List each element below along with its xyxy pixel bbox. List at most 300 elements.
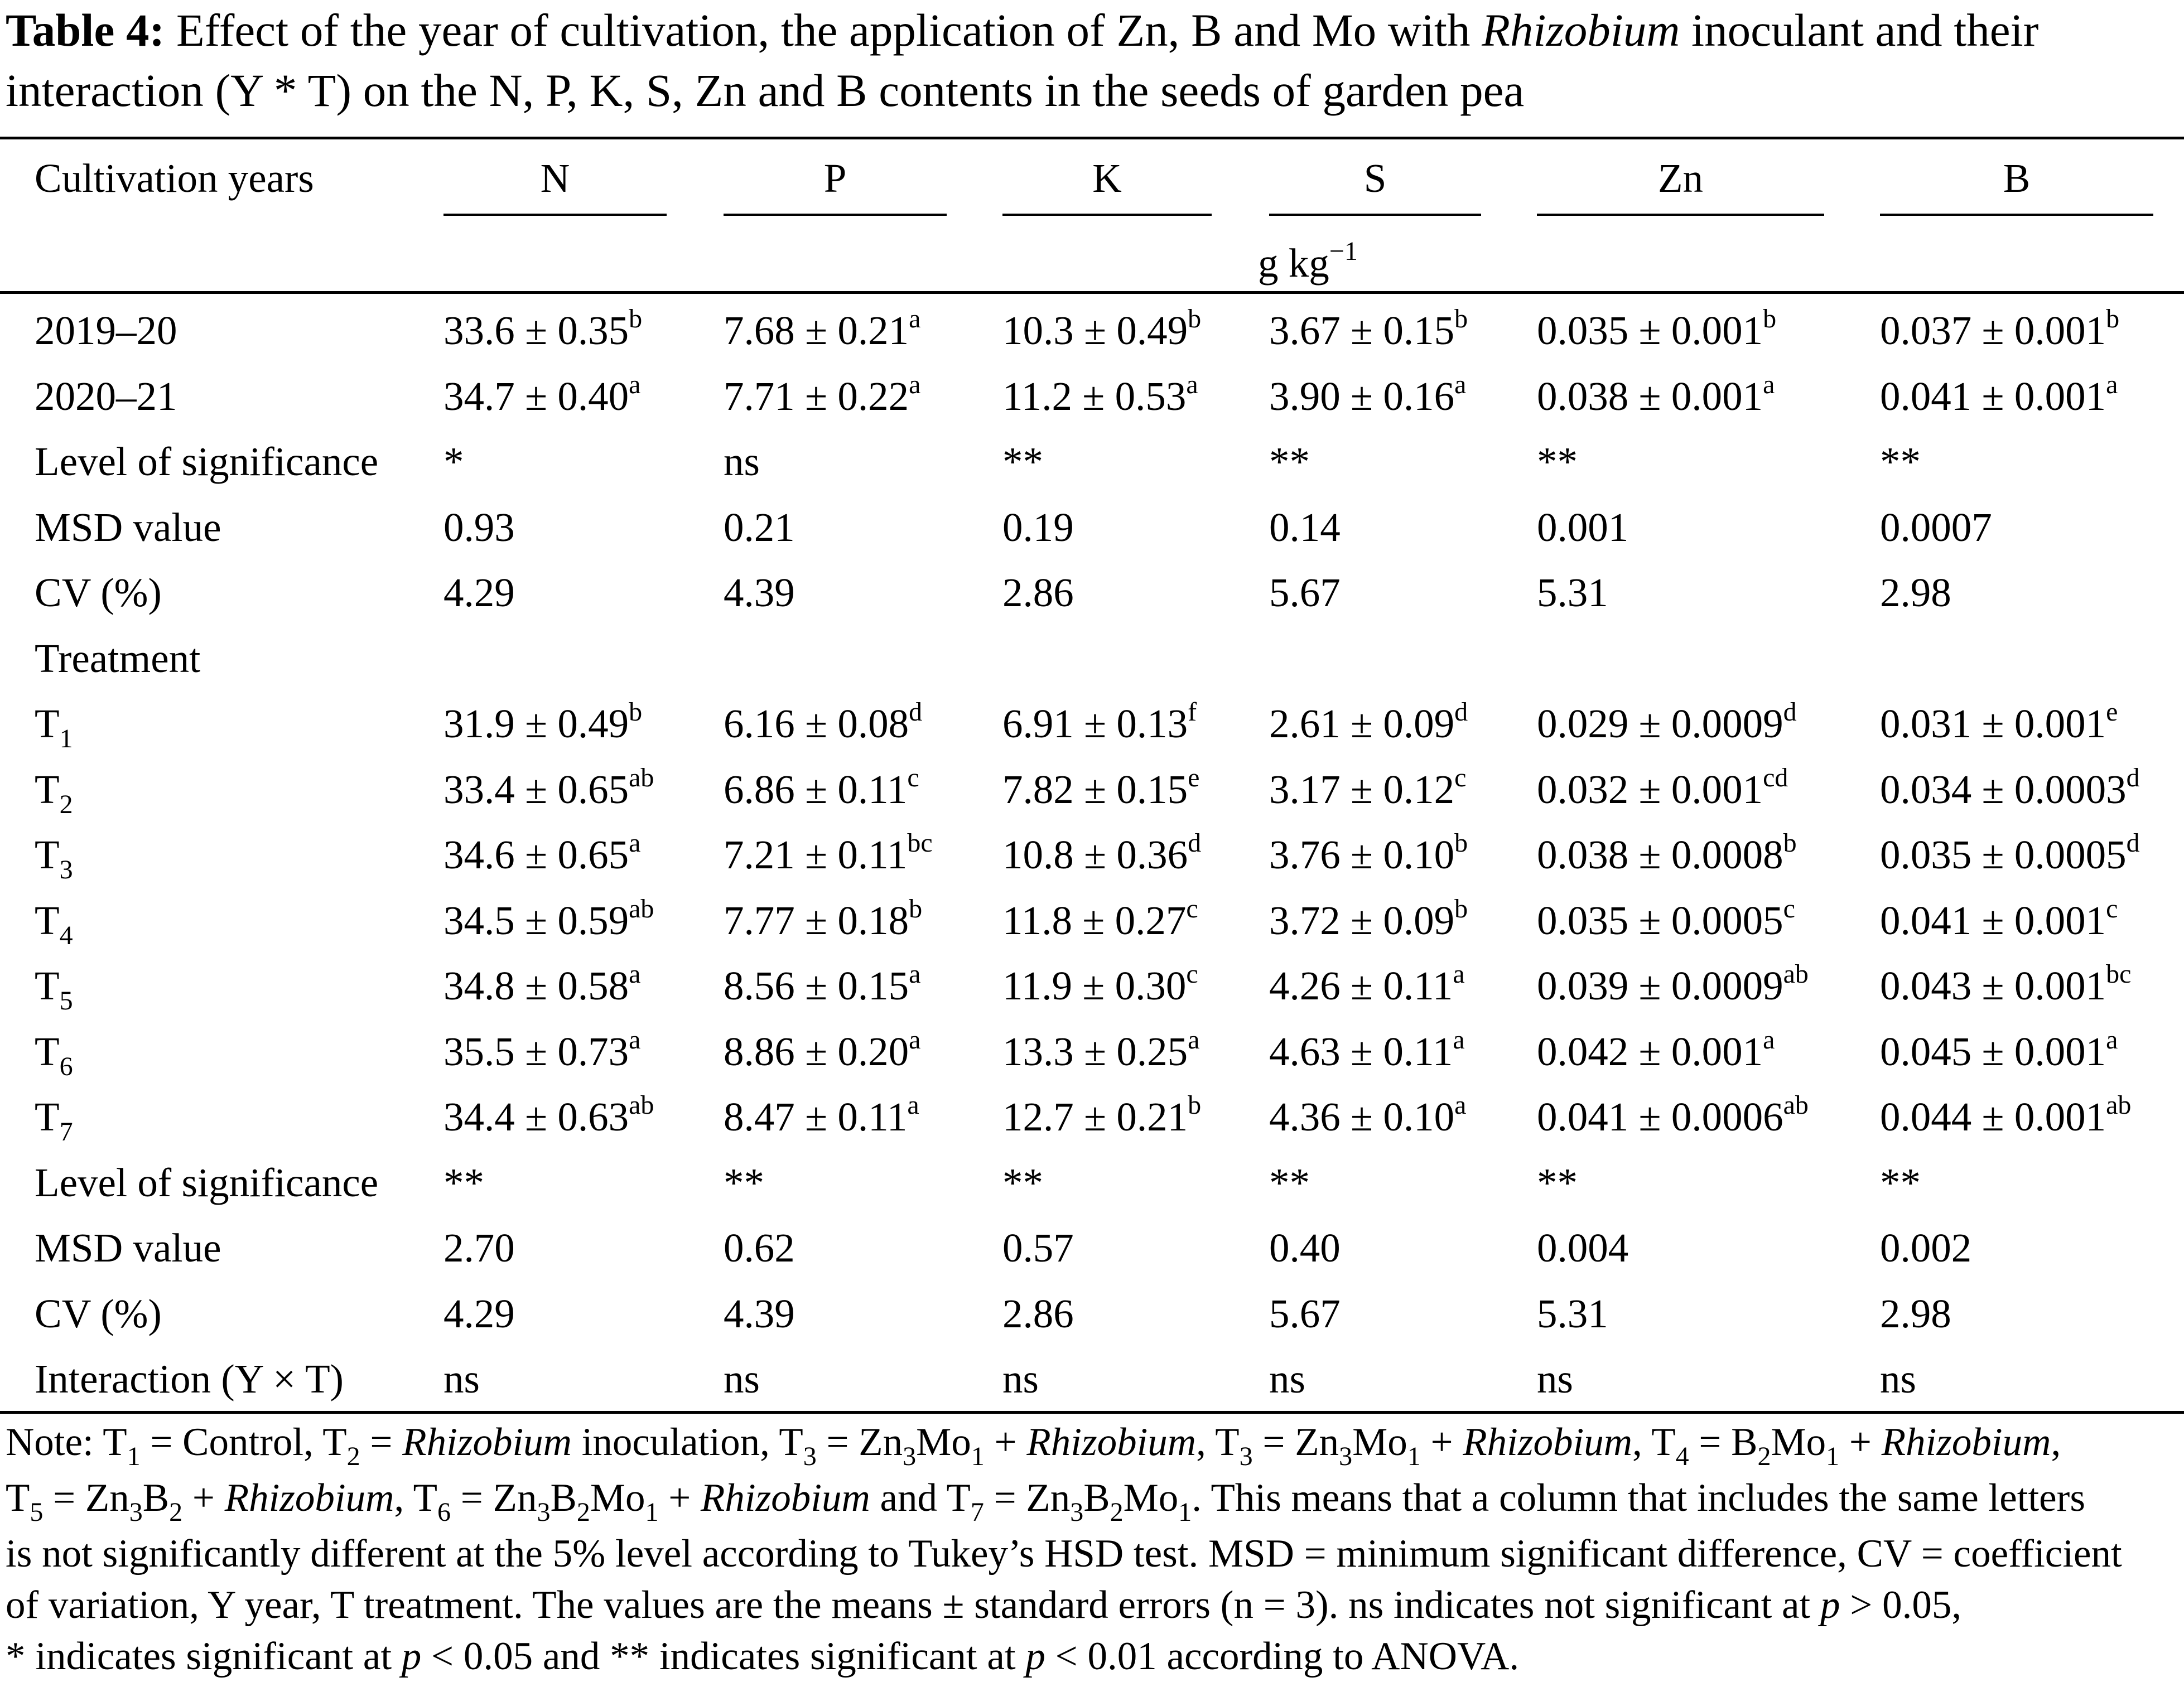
table-cell <box>443 697 643 751</box>
cell-value: 3.72 ± 0.09 <box>1269 898 1455 943</box>
cell-value: ns <box>724 439 760 484</box>
cell-value: 34.5 ± 0.59 <box>443 898 629 943</box>
cell-value: 0.041 ± 0.001 <box>1880 374 2106 419</box>
cell-value: 0.14 <box>1269 505 1341 550</box>
note-text: Note: T <box>6 1420 127 1464</box>
table-cell <box>443 439 464 484</box>
significance-letter: f <box>1188 697 1197 727</box>
cell-value: 7.82 ± 0.15 <box>1002 767 1188 812</box>
table-cell <box>1537 571 1608 615</box>
note-text: = Control, T <box>140 1420 347 1464</box>
note-subscript: 2 <box>1757 1442 1771 1471</box>
cell-value: 0.041 ± 0.001 <box>1880 898 2106 943</box>
table-cell <box>1880 439 1921 484</box>
note-text: , T <box>1196 1420 1240 1464</box>
table-cell <box>1880 828 2140 882</box>
note-text: + <box>658 1476 701 1520</box>
significance-letter: b <box>1783 828 1797 858</box>
cell-value: 4.39 <box>724 570 795 615</box>
table-cell <box>443 1226 515 1270</box>
table-cell <box>1880 1292 1951 1336</box>
top-rule <box>0 137 2184 139</box>
table-cell <box>1002 763 1200 817</box>
table-cell <box>724 1090 919 1144</box>
note-text: , T <box>394 1476 438 1520</box>
cell-value: 0.044 ± 0.001 <box>1880 1094 2106 1139</box>
table-cell <box>1537 1161 1578 1205</box>
cell-value: 12.7 ± 0.21 <box>1002 1094 1188 1139</box>
cell-value: ** <box>1880 439 1921 484</box>
note-text: > 0.05, <box>1840 1583 1962 1627</box>
note-line <box>6 1417 2178 1472</box>
note-text: . This means that a column that includes the same letters <box>1192 1476 2085 1520</box>
note-text: = Zn <box>43 1476 129 1520</box>
table-cell <box>1002 1357 1039 1401</box>
table-cell <box>1880 763 2140 817</box>
cell-value: 0.039 ± 0.0009 <box>1537 963 1783 1008</box>
significance-letter: a <box>1763 1025 1775 1055</box>
table-cell <box>1537 959 1809 1013</box>
significance-letter: a <box>1763 370 1775 399</box>
table-cell <box>1880 1357 1916 1401</box>
note-text: * indicates significant at <box>6 1635 402 1678</box>
row-label-text: Interaction (Y × T) <box>35 1356 344 1401</box>
cell-value: 0.035 ± 0.001 <box>1537 308 1763 353</box>
cell-value: ** <box>1269 439 1310 484</box>
table-cell <box>443 959 641 1013</box>
significance-letter: a <box>907 1090 919 1120</box>
table-cell <box>724 1025 921 1079</box>
unit-main: g kg <box>1258 240 1329 286</box>
cell-value: 34.8 ± 0.58 <box>443 963 629 1008</box>
row-label <box>35 636 200 681</box>
significance-letter: ab <box>2106 1090 2132 1120</box>
significance-letter: b <box>629 697 643 727</box>
unit-exponent: −1 <box>1329 236 1358 266</box>
note-subscript: 1 <box>971 1442 985 1471</box>
cell-value: 0.031 ± 0.001 <box>1880 701 2106 746</box>
note-subscript: 2 <box>576 1497 590 1527</box>
caption-text-1: Effect of the year of cultivation, the application of Zn, B and Mo with <box>165 4 1482 56</box>
table-cell <box>1880 697 2118 751</box>
note-italic: Rhizobium <box>402 1420 572 1464</box>
significance-letter: c <box>907 763 919 792</box>
note-subscript: 4 <box>1675 1442 1689 1471</box>
note-subscript: 6 <box>437 1497 451 1527</box>
row-label-text: Treatment <box>35 636 201 681</box>
significance-letter: a <box>1454 1090 1467 1120</box>
note-text: B <box>550 1476 577 1520</box>
table-cell <box>1537 1090 1809 1144</box>
row-label <box>35 833 73 882</box>
table-cell <box>443 1161 484 1205</box>
significance-letter: ab <box>629 1090 654 1120</box>
note-text: T <box>6 1476 30 1520</box>
cell-value: 3.76 ± 0.10 <box>1269 832 1455 877</box>
note-text: < 0.05 and ** indicates significant at <box>421 1635 1026 1678</box>
cell-value: 0.029 ± 0.0009 <box>1537 701 1783 746</box>
table-cell <box>1002 1292 1074 1336</box>
cell-value: 4.26 ± 0.11 <box>1269 963 1453 1008</box>
table-cell <box>724 1161 764 1205</box>
cell-value: ** <box>724 1160 764 1205</box>
cell-value: 0.038 ± 0.001 <box>1537 374 1763 419</box>
note-subscript: 3 <box>1239 1442 1253 1471</box>
significance-letter: a <box>629 370 641 399</box>
table-cell <box>1880 571 1951 615</box>
table-cell <box>1269 1357 1305 1401</box>
row-label-text: MSD value <box>35 505 221 550</box>
significance-letter: c <box>1186 959 1198 989</box>
row-label <box>35 702 73 751</box>
cell-value: 0.035 ± 0.0005 <box>1880 832 2127 877</box>
table-cell <box>443 505 515 550</box>
row-label-subscript: 2 <box>59 790 73 819</box>
cell-value: 0.045 ± 0.001 <box>1880 1029 2106 1074</box>
significance-letter: c <box>1454 763 1467 792</box>
table-cell <box>1269 571 1341 615</box>
header-underline-k <box>1002 214 1212 216</box>
row-label-text: CV (%) <box>35 1291 162 1336</box>
cell-value: 3.90 ± 0.16 <box>1269 374 1455 419</box>
table-cell <box>1880 1226 1971 1270</box>
table-cell <box>724 571 795 615</box>
table-cell <box>443 370 641 424</box>
table-cell <box>724 439 760 484</box>
significance-letter: bc <box>907 828 933 858</box>
note-text: Mo <box>916 1420 971 1464</box>
significance-letter: bc <box>2106 959 2132 989</box>
cell-value: ns <box>1537 1356 1573 1401</box>
row-label <box>35 308 177 353</box>
cell-value: 7.21 ± 0.11 <box>724 832 908 877</box>
cell-value: ** <box>1002 439 1043 484</box>
table-cell <box>1002 894 1198 948</box>
caption-label: Table 4: <box>6 4 165 56</box>
cell-value: 0.93 <box>443 505 515 550</box>
cell-value: 31.9 ± 0.49 <box>443 701 629 746</box>
row-label-text: T <box>35 898 60 943</box>
cell-value: 13.3 ± 0.25 <box>1002 1029 1188 1074</box>
table-cell <box>724 828 933 882</box>
table-cell <box>1269 763 1467 817</box>
table-cell <box>1002 697 1197 751</box>
note-subscript: 1 <box>1407 1442 1421 1471</box>
significance-letter: d <box>909 697 923 727</box>
significance-letter: b <box>2106 304 2120 334</box>
table-cell <box>1002 1090 1202 1144</box>
row-label-text: T <box>35 701 60 746</box>
row-label-subscript: 1 <box>59 724 73 753</box>
table-cell <box>1002 304 1202 358</box>
significance-letter: a <box>629 959 641 989</box>
significance-letter: a <box>2106 370 2118 399</box>
table-cell <box>1537 1025 1775 1079</box>
significance-letter: a <box>909 959 921 989</box>
note-subscript: 3 <box>1070 1497 1084 1527</box>
table-cell <box>1880 1090 2132 1144</box>
header-col-zn: Zn <box>1657 156 1704 201</box>
cell-value: 5.31 <box>1537 570 1608 615</box>
table-cell <box>1002 1226 1074 1270</box>
note-subscript: 1 <box>645 1497 659 1527</box>
significance-letter: cd <box>1763 763 1788 792</box>
cell-value: 4.39 <box>724 1291 795 1336</box>
table-cell <box>1537 1357 1573 1401</box>
row-label <box>35 1161 378 1205</box>
note-line <box>6 1579 2178 1631</box>
note-subscript: 3 <box>903 1442 917 1471</box>
note-subscript: 1 <box>1826 1442 1840 1471</box>
header-col-b: B <box>2003 156 2031 201</box>
table-cell <box>724 763 919 817</box>
table-cell <box>1002 1161 1043 1205</box>
table-cell <box>1002 828 1202 882</box>
cell-value: 2.86 <box>1002 570 1074 615</box>
table-cell <box>1537 1292 1608 1336</box>
table-cell <box>1537 370 1775 424</box>
cell-value: ** <box>1537 1160 1578 1205</box>
row-label-subscript: 3 <box>59 855 73 884</box>
row-label-text: 2019–20 <box>35 308 177 353</box>
note-text: and T <box>870 1476 971 1520</box>
significance-letter: b <box>1454 828 1468 858</box>
row-label <box>35 1094 73 1147</box>
cell-value: 0.038 ± 0.0008 <box>1537 832 1783 877</box>
table-cell <box>724 1357 760 1401</box>
cell-value: 7.77 ± 0.18 <box>724 898 909 943</box>
row-label-text: Level of significance <box>35 1160 379 1205</box>
cell-value: 34.7 ± 0.40 <box>443 374 629 419</box>
table-cell <box>443 1357 480 1401</box>
row-label <box>35 439 378 484</box>
row-label-subscript: 5 <box>59 986 73 1016</box>
note-italic: Rhizobium <box>701 1476 870 1520</box>
table-cell <box>443 1025 641 1079</box>
table-cell <box>1269 697 1468 751</box>
table-note <box>6 1417 2178 1682</box>
table-cell <box>1269 894 1468 948</box>
note-text: = B <box>1689 1420 1758 1464</box>
significance-letter: ab <box>629 894 654 924</box>
significance-letter: b <box>1454 304 1468 334</box>
note-text: of variation, Y year, T treatment. The values are the means ± standard errors (n = 3). ns indicates not significant at <box>6 1583 1821 1627</box>
cell-value: 33.4 ± 0.65 <box>443 767 629 812</box>
cell-value: 10.8 ± 0.36 <box>1002 832 1188 877</box>
cell-value: 6.86 ± 0.11 <box>724 767 908 812</box>
significance-letter: b <box>1188 304 1202 334</box>
table-cell <box>1269 1161 1310 1205</box>
note-italic: p <box>1025 1635 1045 1678</box>
cell-value: 5.67 <box>1269 570 1341 615</box>
cell-value: 35.5 ± 0.73 <box>443 1029 629 1074</box>
table-cell <box>724 1226 795 1270</box>
table-cell <box>443 571 515 615</box>
significance-letter: ab <box>1783 959 1809 989</box>
row-label-text: T <box>35 1029 60 1074</box>
table-cell <box>1002 370 1198 424</box>
table-cell <box>1537 763 1788 817</box>
note-italic: Rhizobium <box>1026 1420 1197 1464</box>
cell-value: 11.8 ± 0.27 <box>1002 898 1187 943</box>
note-text: = Zn <box>816 1420 903 1464</box>
cell-value: ns <box>1880 1356 1916 1401</box>
table-cell <box>443 828 641 882</box>
note-text: = Zn <box>451 1476 537 1520</box>
cell-value: * <box>443 439 464 484</box>
row-label-text: MSD value <box>35 1225 221 1270</box>
cell-value: 34.4 ± 0.63 <box>443 1094 629 1139</box>
significance-letter: a <box>2106 1025 2118 1055</box>
table-cell <box>1269 959 1465 1013</box>
significance-letter: a <box>909 370 921 399</box>
significance-letter: d <box>1783 697 1797 727</box>
cell-value: ns <box>443 1356 480 1401</box>
row-label <box>35 505 221 550</box>
significance-letter: d <box>1454 697 1468 727</box>
table-cell <box>443 894 654 948</box>
cell-value: 2.61 ± 0.09 <box>1269 701 1455 746</box>
table-cell <box>724 1292 795 1336</box>
significance-letter: d <box>2126 828 2140 858</box>
note-line <box>6 1472 2178 1528</box>
cell-value: 0.62 <box>724 1225 795 1270</box>
significance-letter: a <box>629 1025 641 1055</box>
cell-value: 10.3 ± 0.49 <box>1002 308 1188 353</box>
cell-value: ** <box>1880 1160 1921 1205</box>
table-cell <box>1269 828 1468 882</box>
table-cell <box>1880 894 2118 948</box>
significance-letter: a <box>909 1025 921 1055</box>
table-cell <box>724 697 923 751</box>
row-label-text: Level of significance <box>35 439 379 484</box>
note-italic: Rhizobium <box>224 1476 394 1520</box>
significance-letter: d <box>2126 763 2140 792</box>
cell-value: 2.70 <box>443 1225 515 1270</box>
cell-value: 11.2 ± 0.53 <box>1002 374 1187 419</box>
table-cell <box>1537 439 1578 484</box>
significance-letter: e <box>1188 763 1200 792</box>
note-text: Mo <box>1352 1420 1407 1464</box>
significance-letter: ab <box>629 763 654 792</box>
note-italic: p <box>401 1635 422 1678</box>
note-text: = Zn <box>983 1476 1071 1520</box>
table-cell <box>1537 894 1795 948</box>
note-text: + <box>182 1476 225 1520</box>
cell-value: 2.86 <box>1002 1291 1074 1336</box>
header-col-s: S <box>1363 156 1387 201</box>
cell-value: 0.037 ± 0.001 <box>1880 308 2106 353</box>
cell-value: 0.001 <box>1537 505 1629 550</box>
table-cell <box>1537 505 1628 550</box>
table-cell <box>1002 505 1074 550</box>
table-cell <box>1269 370 1467 424</box>
cell-value: 4.29 <box>443 1291 515 1336</box>
table-cell <box>1269 1025 1465 1079</box>
row-label <box>35 1226 221 1270</box>
cell-value: 5.67 <box>1269 1291 1341 1336</box>
cell-value: 0.0007 <box>1880 505 1992 550</box>
table-cell <box>1537 828 1797 882</box>
table-cell <box>724 304 921 358</box>
row-label <box>35 571 162 615</box>
note-text: Mo <box>1123 1476 1179 1520</box>
table-cell <box>1269 1292 1341 1336</box>
cell-value: ns <box>1269 1356 1305 1401</box>
cell-value: 7.71 ± 0.22 <box>724 374 909 419</box>
table-cell <box>724 894 923 948</box>
cell-value: 2.98 <box>1880 1291 1951 1336</box>
note-text: , T <box>1632 1420 1676 1464</box>
table-caption <box>6 0 2178 120</box>
row-label-subscript: 4 <box>59 921 73 950</box>
cell-value: 6.16 ± 0.08 <box>724 701 909 746</box>
note-subscript: 3 <box>1339 1442 1353 1471</box>
significance-letter: b <box>1454 894 1468 924</box>
table-cell <box>1880 304 2120 358</box>
note-text: inoculation, T <box>571 1420 803 1464</box>
significance-letter: c <box>1186 894 1198 924</box>
significance-letter: a <box>909 304 921 334</box>
table-cell <box>1880 1161 1921 1205</box>
cell-value: 0.19 <box>1002 505 1074 550</box>
table-cell <box>1269 439 1310 484</box>
note-text: Mo <box>590 1476 645 1520</box>
table-cell <box>443 1292 515 1336</box>
cell-value: ns <box>724 1356 760 1401</box>
table-cell <box>1269 1090 1467 1144</box>
note-subscript: 2 <box>1110 1497 1124 1527</box>
table-cell <box>1269 1226 1341 1270</box>
table-cell <box>724 505 795 550</box>
significance-letter: b <box>1763 304 1777 334</box>
header-cultivation-years: Cultivation years <box>35 156 314 201</box>
caption-text-italic: Rhizobium <box>1482 4 1680 56</box>
row-label <box>35 767 73 817</box>
cell-value: 4.63 ± 0.11 <box>1269 1029 1453 1074</box>
table-cell <box>443 763 654 817</box>
significance-letter: ab <box>1783 1090 1809 1120</box>
row-label <box>35 374 177 419</box>
cell-value: 8.86 ± 0.20 <box>724 1029 909 1074</box>
header-bottom-rule <box>0 291 2184 294</box>
table-cell <box>1880 1025 2118 1079</box>
table-cell <box>1537 697 1797 751</box>
note-line <box>6 1528 2178 1579</box>
note-italic: Rhizobium <box>1463 1420 1633 1464</box>
note-subscript: 2 <box>169 1497 183 1527</box>
note-subscript: 3 <box>129 1497 143 1527</box>
unit-label <box>1258 236 1358 291</box>
cell-value: 0.035 ± 0.0005 <box>1537 898 1783 943</box>
table-cell <box>1269 304 1468 358</box>
cell-value: 7.68 ± 0.21 <box>724 308 909 353</box>
note-italic: p <box>1820 1583 1840 1627</box>
note-text: = Zn <box>1252 1420 1339 1464</box>
significance-letter: a <box>1186 370 1198 399</box>
row-label-text: CV (%) <box>35 570 162 615</box>
table-cell <box>724 370 921 424</box>
cell-value: 33.6 ± 0.35 <box>443 308 629 353</box>
significance-letter: a <box>629 828 641 858</box>
significance-letter: a <box>1454 370 1467 399</box>
row-label-subscript: 6 <box>59 1052 73 1081</box>
note-subscript: 5 <box>30 1497 44 1527</box>
cell-value: ** <box>1269 1160 1310 1205</box>
table-cell <box>1537 1226 1628 1270</box>
cell-value: 0.043 ± 0.001 <box>1880 963 2106 1008</box>
cell-value: 6.91 ± 0.13 <box>1002 701 1188 746</box>
